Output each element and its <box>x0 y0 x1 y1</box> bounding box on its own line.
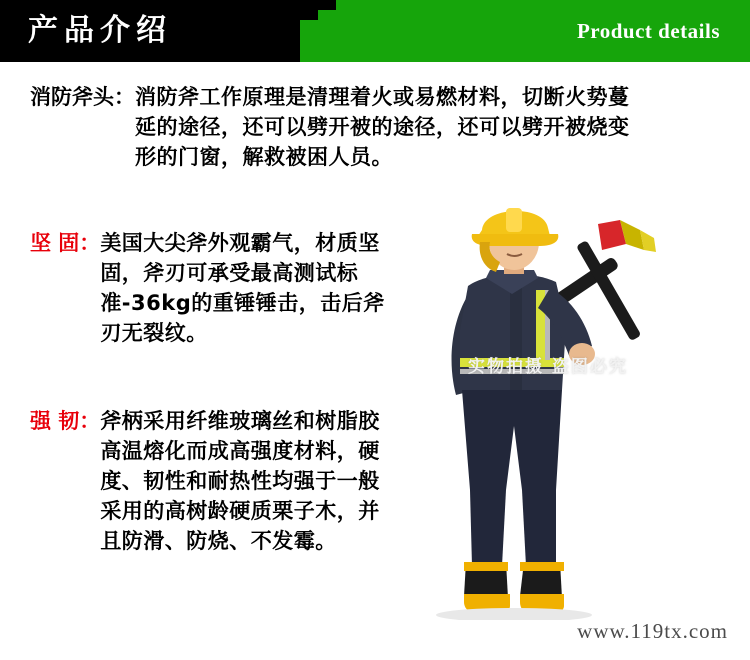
page-title-en: Product details <box>576 19 720 43</box>
photo-watermark: 实物拍摄 盗图必究 <box>468 357 628 377</box>
firefighter-illustration <box>410 190 750 620</box>
section-label: 坚 固： <box>30 231 101 255</box>
section-product-intro <box>30 82 690 172</box>
header-step-block-1 <box>300 0 318 20</box>
section-text: 消防斧工作原理是清理着火或易燃材料，切断火势蔓延的途径，还可以劈开被的途径，还可以劈开被烧变形的门窗，解救被困人员。 <box>135 85 630 169</box>
header-step-block-2 <box>318 0 336 10</box>
section-text: 斧柄采用纤维玻璃丝和树脂胶高温熔化而成高强度材料，硬度、韧性和耐热性均强于一般采用的高树龄硬质栗子木，并且防滑、防烧、不发霉。 <box>100 409 380 553</box>
section-toughness <box>30 406 450 556</box>
section-text: 美国大尖斧外观霸气，材质坚固，斧刃可承受最高测试标准-36kg的重锤锤击，击后斧刃无裂纹。 <box>100 231 385 345</box>
product-photo <box>410 190 750 620</box>
section-durability <box>30 228 450 348</box>
page-title-cn: 产品介绍 <box>28 13 172 48</box>
header-bar <box>0 0 750 62</box>
section-label: 消防斧头： <box>30 85 135 109</box>
section-label: 强 韧： <box>30 409 101 433</box>
site-url: www.119tx.com <box>577 619 728 643</box>
